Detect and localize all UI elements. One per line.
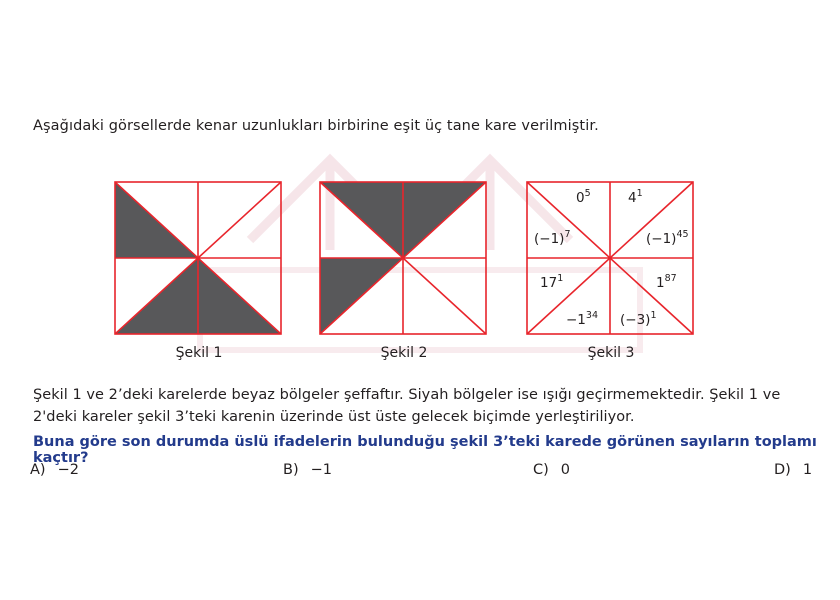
choice-b[interactable]	[283, 462, 332, 478]
intro-text: Aşağıdaki görsellerde kenar uzunlukları birbirine eşit üç tane kare verilmiştir.	[33, 118, 599, 134]
figure-3	[526, 181, 696, 341]
figure-1-caption: Şekil 1	[175, 345, 223, 361]
choice-b-value: −1	[310, 462, 332, 478]
figure-2	[319, 181, 489, 341]
problem-description: Şekil 1 ve 2’deki karelerde beyaz bölgeler şeffaftır. Siyah bölgeler ise ışığı geçirmemektedir. Şekil 1 ve 2'deki kareler şekil 3’teki karenin üzerinde üst üste gelecek biçimde yerleştiriliyor.	[33, 387, 781, 425]
choice-b-label: B)	[283, 462, 299, 478]
choice-a-value: −2	[57, 462, 79, 478]
number-top-left: $0^5$	[576, 188, 591, 206]
figure-3-caption: Şekil 3	[587, 345, 635, 361]
figure-2-caption: Şekil 2	[380, 345, 428, 361]
choice-c[interactable]	[533, 462, 570, 478]
choice-a-label: A)	[30, 462, 46, 478]
number-top-right: $4^1$	[628, 188, 643, 206]
number-bottom-right: $(-3)^1$	[620, 310, 657, 328]
choice-c-label: C)	[533, 462, 549, 478]
choice-c-value: 0	[560, 462, 571, 478]
number-upper-right: $(-1)^{45}$	[646, 229, 689, 247]
number-upper-left: $(-1)^7$	[534, 229, 571, 247]
number-lower-left: $17^1$	[540, 273, 564, 291]
number-lower-right: $1^{87}$	[656, 273, 677, 291]
figure-1	[114, 181, 284, 341]
question-text: Buna göre son durumda üslü ifadelerin bulunduğu şekil 3’teki karede görünen sayıların toplamı kaçtır?	[33, 434, 817, 466]
choice-d[interactable]	[774, 462, 812, 478]
choice-d-value: 1	[802, 462, 813, 478]
choice-a[interactable]	[30, 462, 79, 478]
choice-d-label: D)	[774, 462, 791, 478]
number-bottom-left: $-1^{34}$	[566, 310, 598, 328]
